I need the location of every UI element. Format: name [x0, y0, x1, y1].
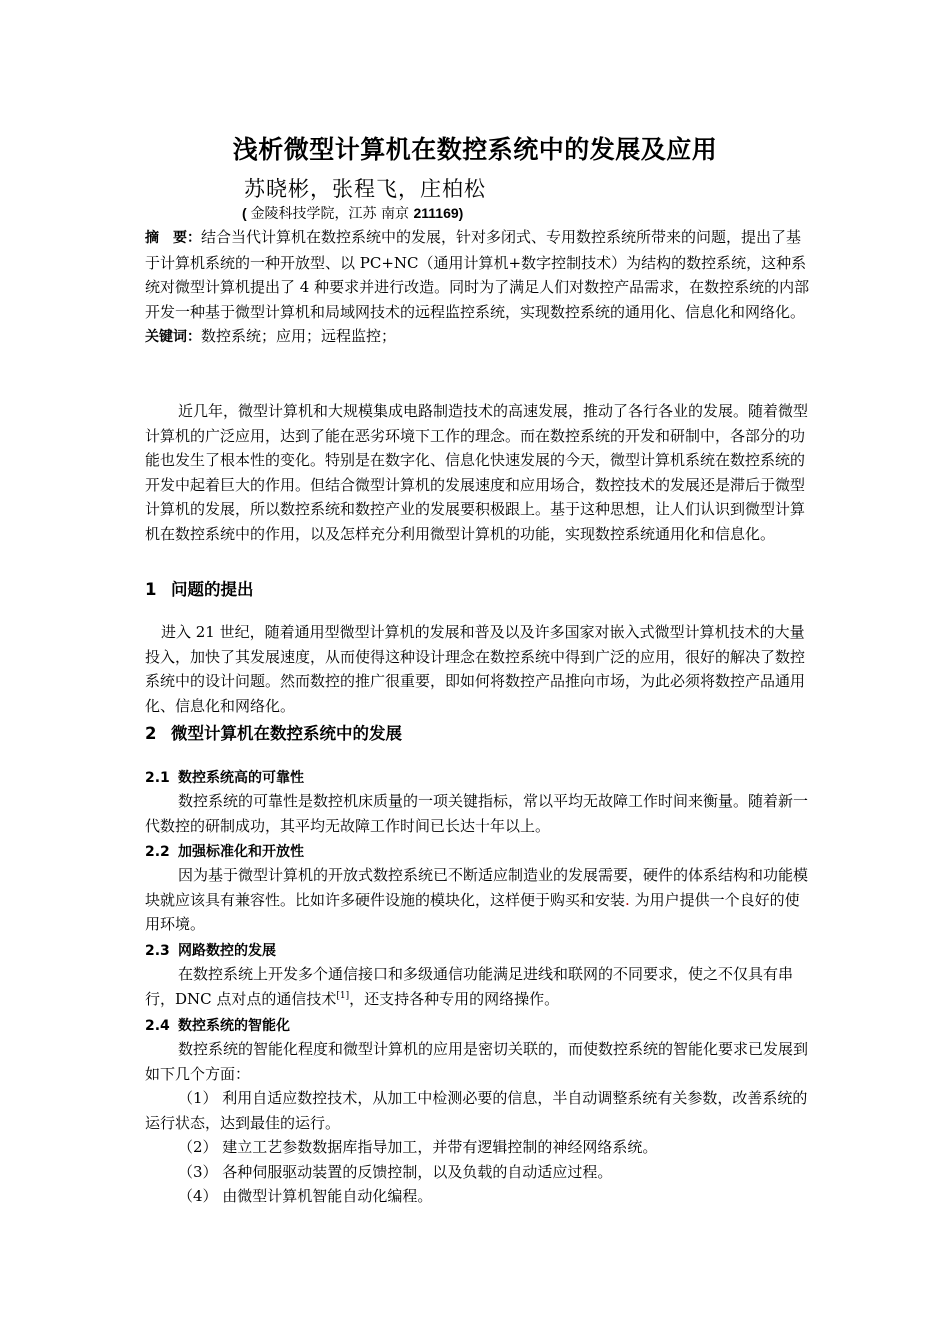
section-2-3-number: 2.3 — [145, 943, 170, 959]
abstract — [145, 225, 810, 350]
section-2-4-number: 2.4 — [145, 1018, 170, 1034]
list-item: （1） 利用自适应数控技术，从加工中检测必要的信息，半自动调整系统有关参数，改善系统的运行状态，达到最佳的运行。 — [145, 1089, 808, 1132]
affiliation-text: 金陵科技学院，江苏 南京 — [250, 206, 414, 222]
list-item: （3） 各种伺服驱动装置的反馈控制，以及负载的自动适应过程。 — [178, 1162, 613, 1181]
section-2-number: 2 — [145, 724, 157, 743]
section-2-2-text-a: 因为基于微型计算机的开放式数控系统已不断适应制造业的发展需要，硬件的体系结构和功能模块就应该具有兼容性。比如许多硬件设施的模块化，这样便于购买和安装 — [145, 866, 809, 909]
section-1-title: 问题的提出 — [171, 580, 254, 599]
section-1-text: 进入 21 世纪，随着通用型微型计算机的发展和普及以及许多国家对嵌入式微型计算机技术的大量投入，加快了其发展速度，从而使得这种设计理念在数控系统中得到广泛的应用，很好的解决了数控系统中的设计问题。然而数控的推广很重要，即如何将数控产品推向市场，为此必须将数控产品通用化、信息化和网络化。 — [145, 623, 806, 715]
section-2-2-dot: . — [625, 890, 630, 909]
section-2-3-title: 网路数控的发展 — [178, 943, 276, 959]
section-2-2-heading — [145, 841, 304, 861]
section-2-3-text-b: ，还支持各种专用的网络操作。 — [349, 989, 560, 1008]
affiliation-code: 211169) — [413, 205, 464, 221]
abstract-text: 结合当代计算机在数控系统中的发展，针对多闭式、专用数控系统所带来的问题，提出了基于计算机系统的一种开放型、以 PC+NC（通用计算机+数字控制技术）为结构的数控系统，这种系统对微型计算机提出了 4 种要求并进行改造。同时为了满足人们对数控产品需求，在数控系统的内部开发一种基于微型计算机和局域网技术的远程监控系统，实现数控系统的通用化、信息化和网络化。 — [145, 228, 810, 321]
section-2-2-number: 2.2 — [145, 844, 170, 860]
section-2-3-heading — [145, 940, 276, 960]
section-2-2-paragraph — [145, 863, 810, 937]
section-2-4-title: 数控系统的智能化 — [178, 1018, 290, 1034]
section-1-number: 1 — [145, 580, 157, 599]
paper-authors: 苏晓彬，张程飞，庄柏松 — [244, 177, 486, 201]
keywords-label: 关键词： — [145, 329, 201, 345]
paper-affiliation — [242, 203, 463, 223]
section-2-1-text: 数控系统的可靠性是数控机床质量的一项关键指标，常以平均无故障工作时间来衡量。随着新一代数控的研制成功，其平均无故障工作时间已长达十年以上。 — [145, 792, 809, 835]
list-item: （2） 建立工艺参数数据库指导加工，并带有逻辑控制的神经网络系统。 — [178, 1138, 658, 1156]
paper-title: 浅析微型计算机在数控系统中的发展及应用 — [232, 135, 718, 164]
intro-text: 近几年，微型计算机和大规模集成电路制造技术的高速发展，推动了各行各业的发展。随着微型计算机的广泛应用，达到了能在恶劣环境下工作的理念。而在数控系统的开发和研制中，各部分的功能也发生了根本性的变化。特别是在数字化、信息化快速发展的今天，微型计算机系统在数控系统的开发中起着巨大的作用。但结合微型计算机的发展速度和应用场合，数控技术的发展还是滞后于微型计算机的发展，所以数控系统和数控产业的发展要积极跟上。基于这种思想，让人们认识到微型计算机在数控系统中的作用，以及怎样充分利用微型计算机的功能，实现数控系统通用化和信息化。 — [145, 402, 809, 543]
section-2-title: 微型计算机在数控系统中的发展 — [171, 724, 402, 743]
section-2-1-number: 2.1 — [145, 770, 170, 786]
intro-paragraph — [145, 399, 810, 546]
citation-ref: [1] — [336, 990, 350, 1001]
section-2-1-title: 数控系统高的可靠性 — [178, 770, 304, 786]
list-item: （4） 由微型计算机智能自动化编程。 — [178, 1187, 433, 1205]
section-2-3-text-a: 在数控系统上开发多个通信接口和多级通信功能满足进线和联网的不同要求，使之不仅具有串行，DNC 点对点的通信技术 — [145, 965, 794, 1008]
section-2-4-heading — [145, 1015, 290, 1035]
section-2-2-title: 加强标准化和开放性 — [178, 844, 304, 860]
affiliation-open: ( — [242, 205, 251, 221]
section-2-4-paragraph — [145, 1037, 810, 1209]
keywords-text: 数控系统；应用；远程监控； — [201, 327, 397, 345]
section-2-heading — [145, 720, 402, 744]
section-1-paragraph — [145, 620, 810, 718]
section-2-2-text-b: 为用户提供一个良好的使用环境。 — [145, 890, 800, 933]
section-1-heading — [145, 576, 254, 600]
section-2-4-text: 数控系统的智能化程度和微型计算机的应用是密切关联的，而使数控系统的智能化要求已发展到如下几个方面： — [145, 1040, 809, 1083]
section-2-3-paragraph — [145, 962, 810, 1011]
section-2-1-paragraph — [145, 789, 810, 838]
section-2-1-heading — [145, 767, 304, 787]
abstract-label: 摘 要： — [145, 230, 201, 246]
